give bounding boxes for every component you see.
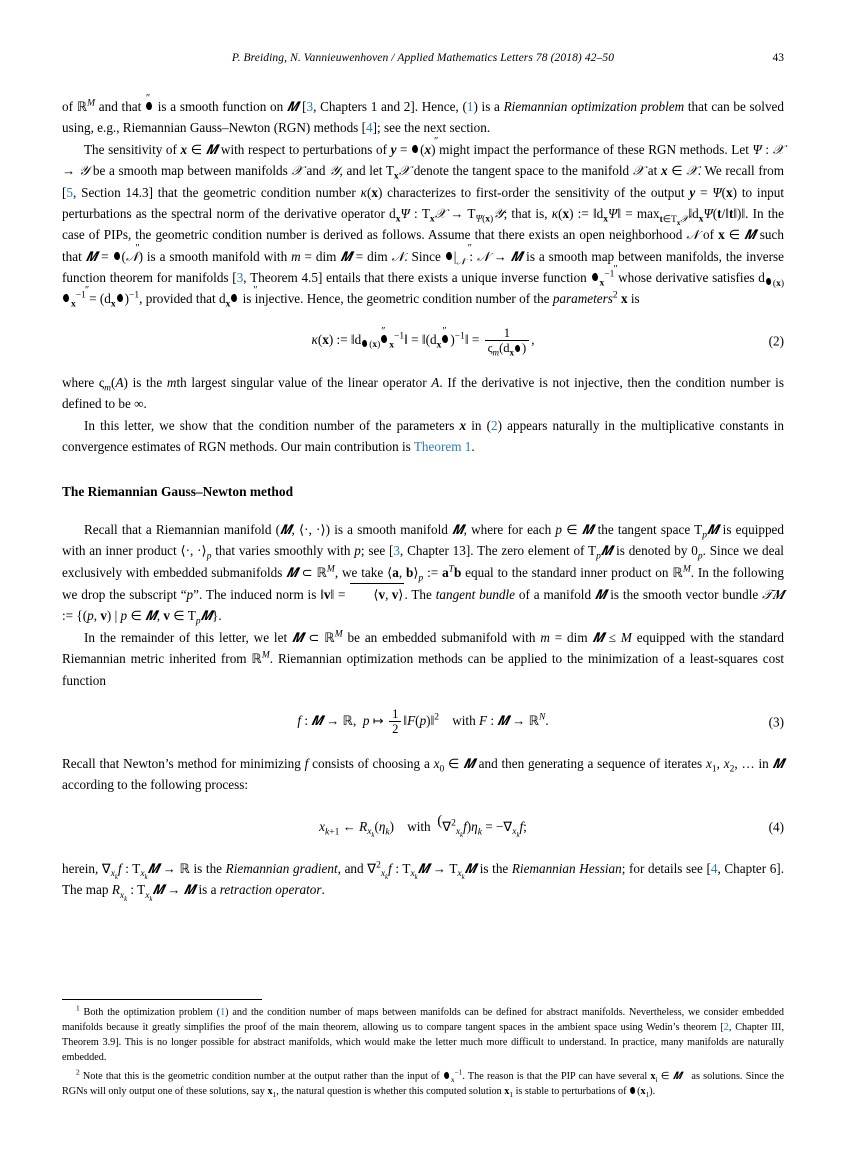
equation-4-body: $x_{k+1}$ ← $R_{x_k}(\eta_k)$ with $(\nabla^2_{x_k}f)\eta_k = -\nabla_{x_k}f$; — [319, 812, 527, 840]
footnote-citation-2[interactable]: 2 — [723, 1022, 729, 1034]
p1-seg-e: , Chapters 1 and 2]. Hence, ( — [313, 99, 467, 114]
p3-seg-a: where — [62, 374, 99, 390]
page-number: 43 — [772, 52, 784, 64]
footnote-2-marker: 2 — [76, 1068, 80, 1078]
phi-symbol-icon — [591, 271, 600, 282]
phi-symbol-icon — [230, 292, 239, 303]
p1-seg-a: of — [62, 99, 77, 114]
fraction-1: $\frac{1}{\varsigma_m(d_x )}$ — [485, 326, 530, 356]
p1-seg-g: that can be solved using, e.g., Riemannian Gauss–Newton (RGN) methods [ — [62, 99, 784, 136]
phi-symbol-icon — [380, 333, 389, 344]
phi-symbol-icon — [514, 343, 522, 352]
citation-4b[interactable]: 4 — [710, 860, 718, 876]
p1-seg-f: ) is a — [473, 99, 504, 114]
citation-3c[interactable]: 3 — [393, 543, 400, 559]
paragraph-1: of ℝ$^M$ and that ″ is a smooth function on 𝑴 [3, Chapters 1 and 2]. Hence, (1) is a Riemannian optimization problem that can be solved using, e.g., Riemannian Gauss–Newton (RGN) methods [4]; see the next section. — [62, 96, 784, 139]
footnotes-section — [62, 999, 784, 1105]
footnote-divider — [62, 999, 262, 1000]
p4-seg-b: in ( — [466, 417, 492, 433]
phi-symbol-icon — [116, 292, 125, 303]
phi-symbol-icon — [145, 100, 154, 111]
running-head — [60, 52, 786, 64]
p4-seg-d: . — [471, 438, 475, 454]
citation-4[interactable]: 4 — [366, 120, 373, 136]
paragraph-5: Recall that a Riemannian manifold (𝑴, ⟨·, ·⟩) is a smooth manifold 𝑴, where for each p ∈ 𝑴 the tangent space $T_p𝑴$ is equipped with an inner product ⟨·, $\cdot⟩_p$ that varies smoothly with p; see [3, Chapter 13]. The zero element of $T_p𝑴$ is denoted by $0_p$. Since we deal exclusively with embedded submanifolds 𝑴 ⊂ ℝ$^M$, we take ⟨a, $b⟩_p$ := $a^Tb$ equal to the standard inner product on ℝ$^M$. In the following we drop the subscript “p”. The induced norm is ‖v‖ = ⟨v, v⟩. The tangent bundle of a manifold 𝑴 is the smooth vector bundle 𝒯𝑴 := {(p, v) | p ∈ 𝑴, v ∈ $T_p𝑴$}. — [62, 521, 785, 628]
phi-symbol-icon — [765, 277, 773, 286]
equation-3-block — [62, 705, 784, 739]
phi-symbol-icon — [361, 338, 369, 347]
p1-seg-b: and that — [95, 99, 146, 114]
citation-5[interactable]: 5 — [66, 184, 73, 200]
phi-symbol-icon — [62, 292, 71, 303]
phi-symbol-icon — [445, 250, 454, 261]
section-heading: The Riemannian Gauss–Newton method — [62, 484, 294, 500]
footnote-1-marker: 1 — [76, 1003, 80, 1013]
p1-seg-d: [ — [298, 99, 307, 114]
sqrt-glyph: ⟨v, v⟩ — [350, 583, 404, 605]
paragraph-8: herein, $\nabla_{x_k}f$ : $T_{x_k}𝑴$ → ℝ is the Riemannian gradient, and ∇$^2_{x_k}$f : $T_{x_k}𝑴$ → $T_{x_k}𝑴$ is the Riemannian Hessian; for details see [4, Chapter 6]. The map $R_{x_k}$ : $T_{x_k}𝑴$ → 𝑴 is a retraction operator. — [62, 860, 784, 903]
paragraph-6: In the remainder of this letter, we let 𝑴 ⊂ ℝ$^M$ be an embedded submanifold with m = dim 𝑴 ≤ M equipped with the standard Riemannian metric inherited from ℝ$^M$. Riemannian optimization methods can be applied to the minimization of a least-squares cost function — [62, 629, 785, 688]
p4-seg-a: In this letter, we show that the condition number of the parameters — [84, 417, 460, 433]
citation-3[interactable]: 3 — [306, 99, 314, 114]
equation-2-block — [62, 324, 784, 358]
citation-3b[interactable]: 3 — [236, 270, 244, 285]
p3-seg-b: is the — [127, 374, 167, 390]
equation-2-body: κ(x) := ‖d $_{(x)}$″ $_x^{-1}$‖ = $‖(d_x$ ″ )$^{-1}$‖ = $\frac{1}{\varsigma_m(d_x )}$ , — [311, 326, 534, 356]
paragraph-3: where $\varsigma_m(A)$ is the mth largest singular value of the linear operator A. If the derivative is not injective, then the condition number is defined to be ∞. — [62, 374, 784, 412]
footnote-1: $^1$ Both the optimization problem (1) and the condition number of maps between manifolds can be defined for abstract manifolds. Nevertheless, we consider embedded manifolds because it greatly simplifies the proof of the main theorem, allowing us to compare tangent spaces in the ambient space using Wedin’s theorem [2, Chapter III, Theorem 3.9]. This is no longer possible for abstract manifolds, which would make the letter much more difficult to understand. In practice, many manifolds are naturally embedded. — [62, 1003, 784, 1063]
article-body — [62, 96, 785, 903]
phi-symbol-icon — [441, 333, 450, 344]
p1-seg-h: ]; see the next section. — [372, 120, 491, 136]
p3-seg-d: . If the derivative is not injective, then the condition number is defined to be ∞. — [62, 374, 784, 412]
paragraph-4: In this letter, we show that the condition number of the parameters x in (2) appears naturally in the multiplicative constants in convergence estimates of RGN methods. Our main contribution is Theorem 1. — [62, 417, 784, 454]
p1-seg-c: is a smooth function on — [154, 99, 287, 114]
p4-seg-c: ) appears naturally in the multiplicative constants in convergence estimates of RGN methods. Our main contribution is — [62, 417, 784, 454]
phi-symbol-icon — [629, 1085, 637, 1094]
running-head-text: P. Breiding, N. Vannieuwenhoven / Applied Mathematics Letters 78 (2018) 42–50 — [231, 52, 615, 64]
p1-italic-1: Riemannian optimization problem — [503, 99, 685, 114]
phi-symbol-icon — [443, 1070, 451, 1079]
phi-symbol-icon — [411, 143, 420, 154]
equation-3-number: (3) — [768, 714, 784, 730]
eqref-2[interactable]: 2 — [491, 417, 498, 433]
footnote-eqref-1[interactable]: 1 — [220, 1007, 226, 1019]
equation-3-body: f : 𝑴 → ℝ, p ↦ $\frac{1}{2}$ ‖F(p)‖$^2$ with F : 𝑴 → ℝ$^N$. — [297, 707, 549, 737]
paragraph-7: Recall that Newton’s method for minimizing f consists of choosing a $x_0$ ∈ 𝑴 and then generating a sequence of iterates $x_1$, $x_2$, … in 𝑴 according to the following process: — [62, 755, 784, 793]
theorem-1-link[interactable]: Theorem 1 — [413, 438, 472, 454]
footnote-2: $^2$ Note that this is the geometric condition number at the output rather than the input of $_x^{-1}$. The reason is that the PIP can have several $x_i$ ∈ 𝑴 as solutions. Since the RGNs will only output one of these solutions, say $x_1$, the natural question is whether this computed solution $x_1$ is stable to perturbations of $(x_1)$. — [62, 1068, 784, 1100]
p3-seg-c: th largest singular value of the linear operator — [176, 374, 432, 390]
equation-4-number: (4) — [768, 819, 784, 835]
equation-2-number: (2) — [768, 333, 784, 349]
phi-symbol-icon — [113, 250, 122, 261]
equation-4-block — [62, 810, 784, 844]
eqref-1[interactable]: 1 — [466, 99, 474, 114]
paragraph-2: The sensitivity of x ∈ 𝑴 with respect to perturbations of y = ″(x) might impact the performance of these RGN methods. Let Ψ : 𝒳 → 𝒴 be a smooth map between manifolds 𝒳 and 𝒴, and let $T_x𝒳$ denote the tangent space to the manifold 𝒳 at x ∈ 𝒳. We recall from [5, Section 14.3] that the geometric condition number κ(x) characterizes to first-order the sensitivity of the output y = Ψ(x) to input perturbations as the spectral norm of the derivative operator $d_x\Psi$ : $T_x𝒳$ → $T_{\Psi(x)}𝒴$; that is, κ(x) := $‖d_x\Psi‖$ = $\max_{t\in T_x𝒳}‖d_x\Psi(t/‖t‖)‖$. In the case of PIPs, the geometric condition number is derived as follows. Assume that there exists an open neighborhood 𝒩 of x ∈ 𝑴 such that 𝑴 = ″(𝒩) is a smooth manifold with m = dim 𝑴 = dim 𝒩. Since $''|_𝒩$ : 𝒩 → 𝑴 is a smooth map between manifolds, the inverse function theorem for manifolds [3, Theorem 4.5] entails that there exists a unique inverse function $''_x^{-1}$ whose derivative satisfies d $_{(x)}''_x^{-1} = (d_x$ )$^{-1}$, provided that $d_x''$ is injective. Hence, the geometric condition number of the parameters$^2$ x is — [62, 139, 784, 310]
